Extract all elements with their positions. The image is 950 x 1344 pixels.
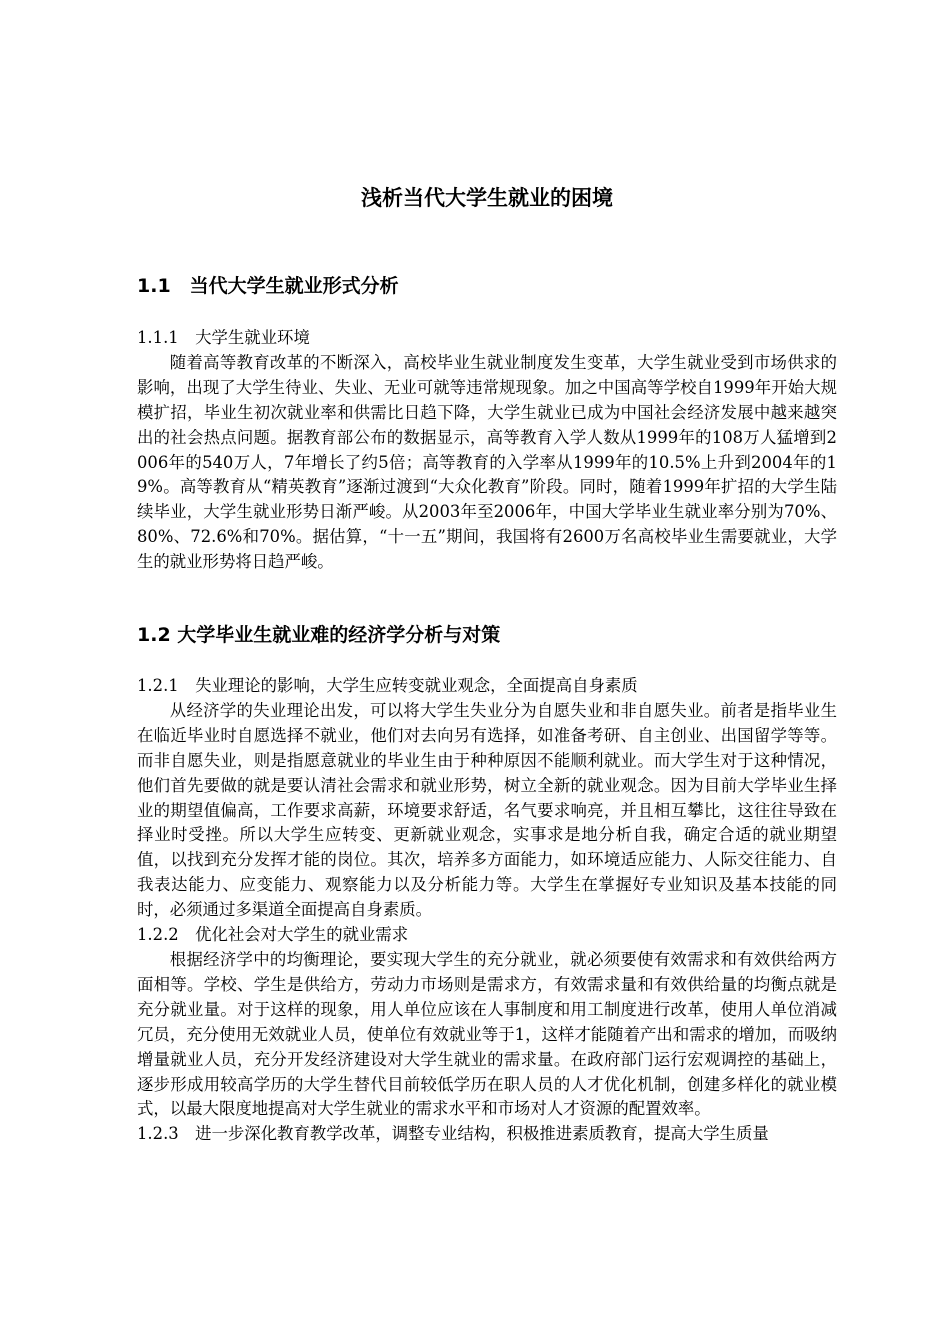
section-body-1-2	[137, 674, 837, 1147]
subsection-heading-1-2-3: 1.2.3 进一步深化教育教学改革，调整专业结构，积极推进素质教育，提高大学生质量	[137, 1124, 769, 1144]
section-heading-1-2: 1.2 大学毕业生就业难的经济学分析与对策	[137, 624, 501, 646]
section-heading-1-1: 1.1 当代大学生就业形式分析	[137, 275, 399, 297]
subsection-heading-1-2-1: 1.2.1 失业理论的影响，大学生应转变就业观念，全面提高自身素质	[137, 676, 638, 695]
document-title: 浅析当代大学生就业的困境	[361, 186, 613, 210]
paragraph-1-2-2: 根据经济学中的均衡理论，要实现大学生的充分就业，就必须要使有效需求和有效供给两方面相等。学校、学生是供给方，劳动力市场则是需求方，有效需求量和有效供给量的均衡点就是充分就业量。对于这样的现象，用人单位应该在人事制度和用工制度进行改革，使用人单位消减冗员，充分使用无效就业人员，使单位有效就业等于1，这样才能随着产出和需求的增加，而吸纳增量就业人员，充分开发经济建设对大学生就业的需求量。在政府部门运行宏观调控的基础上，逐步形成用较高学历的大学生替代目前较低学历在职人员的人才优化机制，创建多样化的就业模式，以最大限度地提高对大学生就业的需求水平和市场对人才资源的配置效率。	[137, 949, 837, 1119]
paragraph-1-2-1: 从经济学的失业理论出发，可以将大学生失业分为自愿失业和非自愿失业。前者是指毕业生在临近毕业时自愿选择不就业，他们对去向另有选择，如准备考研、自主创业、出国留学等等。而非自愿失业，则是指愿意就业的毕业生由于种种原因不能顺利就业。而大学生对于这种情况，他们首先要做的就是要认清社会需求和就业形势，树立全新的就业观念。因为目前大学毕业生择业的期望值偏高，工作要求高薪，环境要求舒适，名气要求响亮，并且相互攀比，这往往导致在择业时受挫。所以大学生应转变、更新就业观念，实事求是地分析自我，确定合适的就业期望值，以找到充分发挥才能的岗位。其次，培养多方面能力，如环境适应能力、人际交往能力、自我表达能力、应变能力、观察能力以及分析能力等。大学生在掌握好专业知识及基本技能的同时，必须通过多渠道全面提高自身素质。	[137, 700, 837, 920]
paragraph-1-1-1: 随着高等教育改革的不断深入，高校毕业生就业制度发生变革，大学生就业受到市场供求的影响，出现了大学生待业、失业、无业可就等违常规现象。加之中国高等学校自1999年开始大规模扩招，毕业生初次就业率和供需比日趋下降，大学生就业已成为中国社会经济发展中越来越突出的社会热点问题。据教育部公布的数据显示，高等教育入学人数从1999年的108万人猛增到2006年的540万人，7年增长了约5倍；高等教育的入学率从1999年的10.5%上升到2004年的19%。高等教育从“精英教育”逐渐过渡到“大众化教育”阶段。同时，随着1999年扩招的大学生陆续毕业，大学生就业形势日渐严峻。从2003年至2006年，中国大学毕业生就业率分别为70%、80%、72.6%和70%。据估算，“十一五”期间，我国将有2600万名高校毕业生需要就业，大学生的就业形势将日趋严峻。	[137, 352, 837, 572]
subsection-heading-1-1-1: 1.1.1 大学生就业环境	[137, 328, 310, 347]
section-body-1-1	[137, 326, 837, 575]
subsection-heading-1-2-2: 1.2.2 优化社会对大学生的就业需求	[137, 925, 409, 945]
